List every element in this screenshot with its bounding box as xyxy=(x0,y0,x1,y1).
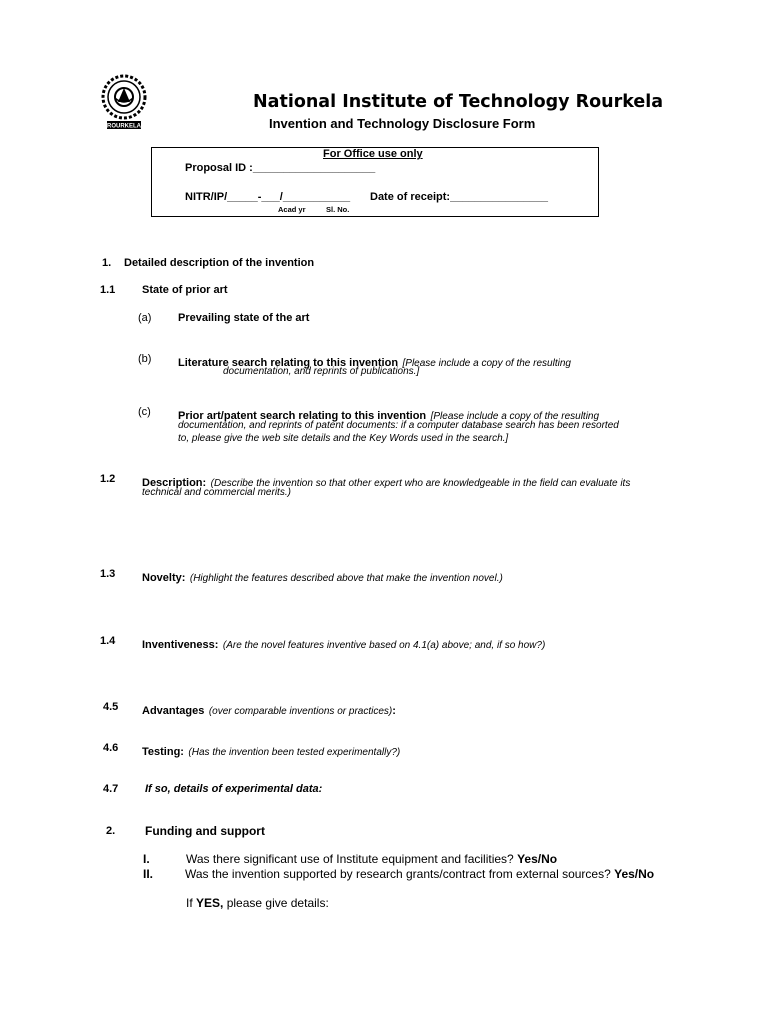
acad-yr-label: Acad yr xyxy=(278,205,306,214)
section-4-5-title: Advantages xyxy=(142,705,205,717)
section-2-yes-line xyxy=(186,896,329,910)
section-1-1-number: 1.1 xyxy=(100,284,116,296)
section-1-2-note-1: (Describe the invention so that other expert who are knowledgeable in the field can evaluate its xyxy=(210,478,631,489)
section-1-1b-label: (b) xyxy=(138,353,152,365)
section-4-6-line xyxy=(142,742,400,760)
section-1-4-number: 1.4 xyxy=(100,635,116,647)
section-1-1c-note-2: documentation, and reprints of patent documents: if a computer database search has been resorted xyxy=(178,420,619,431)
section-1-4-title: Inventiveness: xyxy=(142,639,219,651)
date-of-receipt-field[interactable]: Date of receipt:________________ xyxy=(370,191,548,203)
section-4-5-note: (over comparable inventions or practices) xyxy=(208,706,393,717)
section-2-i-number: I. xyxy=(143,852,150,866)
section-1-4-line xyxy=(142,635,545,653)
section-1-1c-note-1: [Please include a copy of the resulting xyxy=(430,411,600,422)
section-1-1a-title: Prevailing state of the art xyxy=(178,312,310,324)
section-2-i-answer: Yes/No xyxy=(517,852,558,866)
section-1-1c-note-3: to, please give the web site details and the Key Words used in the search.] xyxy=(178,433,509,444)
section-2-yes-bold: YES, xyxy=(196,896,224,910)
section-4-5-suffix: : xyxy=(392,705,396,717)
section-2-ii-line xyxy=(185,867,654,881)
section-1-3-title: Novelty: xyxy=(142,572,186,584)
sl-no-label: Sl. No. xyxy=(326,205,350,214)
section-2-title: Funding and support xyxy=(145,824,265,838)
section-4-5-number: 4.5 xyxy=(103,701,119,713)
logo-text: ROURKELA xyxy=(107,123,141,130)
section-2-yes-text: please give details: xyxy=(226,896,329,910)
section-4-6-title: Testing: xyxy=(142,746,184,758)
section-4-6-note: (Has the invention been tested experimentally?) xyxy=(188,747,401,758)
section-2-ii-answer: Yes/No xyxy=(614,867,655,881)
section-4-7-title: If so, details of experimental data: xyxy=(145,783,323,795)
section-1-1b-note-2: documentation, and reprints of publications.] xyxy=(223,366,420,377)
section-4-7-number: 4.7 xyxy=(103,783,119,795)
section-1-1b-note-1: [Please include a copy of the resulting xyxy=(402,358,571,369)
section-1-title: Detailed description of the invention xyxy=(124,257,315,269)
section-1-2-note-2: technical and commercial merits.) xyxy=(142,487,291,498)
institute-name: National Institute of Technology Rourkela xyxy=(253,92,664,112)
section-2-i-text: Was there significant use of Institute equipment and facilities? xyxy=(186,852,514,866)
section-1-3-number: 1.3 xyxy=(100,568,116,580)
proposal-id-field[interactable]: Proposal ID :____________________ xyxy=(185,162,376,174)
section-1-3-line xyxy=(142,568,503,586)
section-2-yes-prefix: If xyxy=(186,896,193,910)
section-2-ii-number: II. xyxy=(143,867,154,881)
institute-logo xyxy=(96,72,152,132)
section-1-1a-label: (a) xyxy=(138,312,152,324)
section-2-number: 2. xyxy=(106,825,116,837)
section-2-i-line xyxy=(186,852,557,866)
section-4-6-number: 4.6 xyxy=(103,742,119,754)
ref-number-field[interactable]: NITR/IP/_____-___/___________ xyxy=(185,191,351,203)
section-1-1c-label: (c) xyxy=(138,406,151,418)
section-1-number: 1. xyxy=(102,257,112,269)
section-1-1-title: State of prior art xyxy=(142,284,228,296)
section-1-4-note: (Are the novel features inventive based on 4.1(a) above; and, if so how?) xyxy=(222,640,546,651)
section-1-2-number: 1.2 xyxy=(100,473,116,485)
section-1-1c-title: Prior art/patent search relating to this invention xyxy=(178,410,427,422)
section-4-5-line xyxy=(142,701,396,719)
form-title: Invention and Technology Disclosure Form xyxy=(269,116,536,131)
section-1-2-title: Description: xyxy=(142,477,207,489)
section-2-ii-text: Was the invention supported by research grants/contract from external sources? xyxy=(185,867,611,881)
section-1-1b-title: Literature search relating to this invention xyxy=(178,357,399,369)
section-1-3-note: (Highlight the features described above that make the invention novel.) xyxy=(189,573,503,584)
office-use-heading: For Office use only xyxy=(323,148,423,160)
